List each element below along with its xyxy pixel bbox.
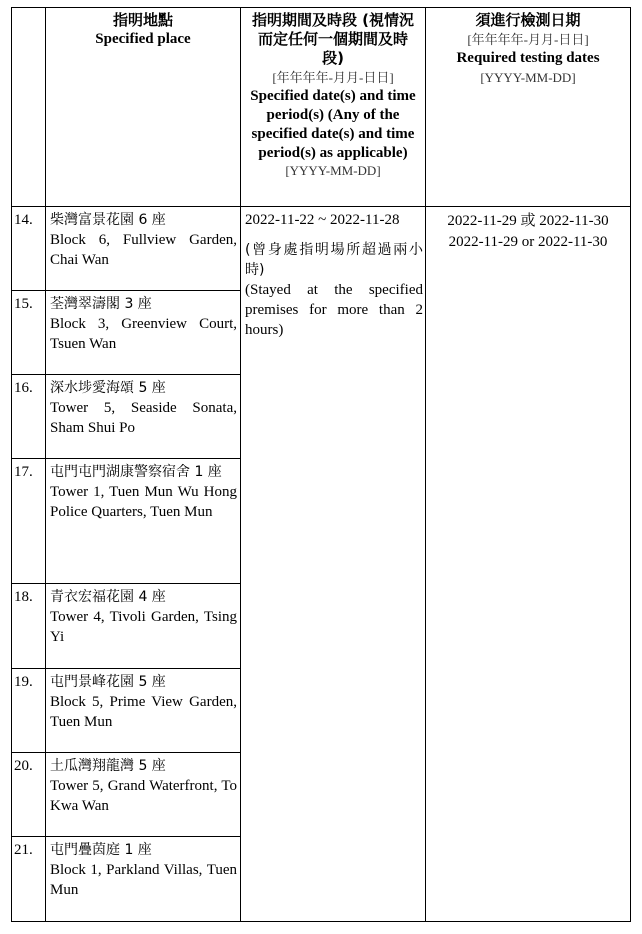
row-separator — [11, 458, 241, 459]
header-testing-format-en: [YYYY-MM-DD] — [480, 70, 576, 85]
place-cell — [50, 587, 237, 647]
place-cell — [50, 462, 237, 522]
testing-dates-zh: 2022-11-29 或 2022-11-30 — [447, 213, 609, 229]
place-name-zh: 深水埗愛海頌 5 座 — [50, 380, 166, 396]
table-bottom-border — [11, 921, 630, 922]
testing-dates-en: 2022-11-29 or 2022-11-30 — [448, 234, 608, 250]
place-cell — [50, 378, 237, 438]
place-name-en: Tower 5, Grand Waterfront, To Kwa Wan — [50, 778, 237, 814]
header-testing-format-zh: [年年年年-月月-日日] — [467, 32, 589, 47]
place-cell — [50, 756, 237, 816]
col-border-right — [630, 7, 631, 922]
testing-cell — [428, 211, 628, 253]
place-name-zh: 屯門屯門湖康警察宿舍 1 座 — [50, 464, 222, 480]
place-cell — [50, 210, 237, 270]
place-name-en: Block 3, Greenview Court, Tsuen Wan — [50, 316, 237, 352]
header-period-zh: 指明期間及時段 (視情況而定任何一個期間及時段) — [251, 11, 415, 67]
col-border-place — [240, 7, 241, 922]
row-separator — [11, 836, 241, 837]
row-number: 16. — [14, 380, 33, 396]
row-number: 17. — [14, 464, 33, 480]
row-number: 19. — [14, 674, 33, 690]
row-number: 15. — [14, 296, 33, 312]
header-testing — [426, 11, 630, 87]
place-cell — [50, 840, 237, 900]
header-place — [46, 11, 240, 49]
place-name-en: Tower 5, Seaside Sonata, Sham Shui Po — [50, 400, 237, 436]
header-place-en: Specified place — [95, 31, 191, 47]
place-name-en: Block 1, Parkland Villas, Tuen Mun — [50, 862, 237, 898]
header-period — [248, 11, 418, 178]
header-testing-en: Required testing dates — [456, 50, 600, 66]
place-name-zh: 荃灣翠濤閣 3 座 — [50, 296, 152, 312]
col-border-num — [45, 7, 46, 922]
period-cell — [245, 210, 423, 340]
period-dates: 2022-11-22 ~ 2022-11-28 — [245, 212, 400, 228]
place-name-zh: 青衣宏福花園 4 座 — [50, 589, 166, 605]
header-period-format-zh: [年年年年-月月-日日] — [272, 70, 394, 85]
header-bottom-border — [11, 206, 630, 207]
place-name-en: Tower 4, Tivoli Garden, Tsing Yi — [50, 609, 237, 645]
row-number: 20. — [14, 758, 33, 774]
row-separator — [11, 668, 241, 669]
place-name-zh: 柴灣富景花園 6 座 — [50, 212, 166, 228]
place-cell — [50, 672, 237, 732]
place-name-zh: 屯門景峰花園 5 座 — [50, 674, 166, 690]
row-number: 21. — [14, 842, 33, 858]
header-place-zh: 指明地點 — [112, 11, 173, 29]
header-period-format-en: [YYYY-MM-DD] — [285, 163, 381, 178]
place-name-en: Tower 1, Tuen Mun Wu Hong Police Quarters, Tuen Mun — [50, 484, 237, 520]
row-separator — [11, 583, 241, 584]
period-note-en: (Stayed at the specified premises for more than 2 hours) — [245, 282, 423, 338]
row-number: 14. — [14, 212, 33, 228]
place-name-zh: 土瓜灣翔龍灣 5 座 — [50, 758, 166, 774]
header-period-en: Specified date(s) and time period(s) (Any of the specified date(s) and time period(s) as applicable) — [250, 88, 416, 161]
col-border-period — [425, 7, 426, 922]
row-separator — [11, 752, 241, 753]
row-separator — [11, 374, 241, 375]
place-name-en: Block 6, Fullview Garden, Chai Wan — [50, 232, 237, 268]
col-border-left — [11, 7, 12, 922]
table-top-border — [11, 7, 630, 8]
period-note-zh: (曾身處指明場所超過兩小時) — [245, 242, 423, 278]
row-separator — [11, 290, 241, 291]
place-name-zh: 屯門疊茵庭 1 座 — [50, 842, 152, 858]
place-name-en: Block 5, Prime View Garden, Tuen Mun — [50, 694, 237, 730]
row-number: 18. — [14, 589, 33, 605]
header-testing-zh: 須進行檢測日期 — [475, 11, 581, 29]
place-cell — [50, 294, 237, 354]
